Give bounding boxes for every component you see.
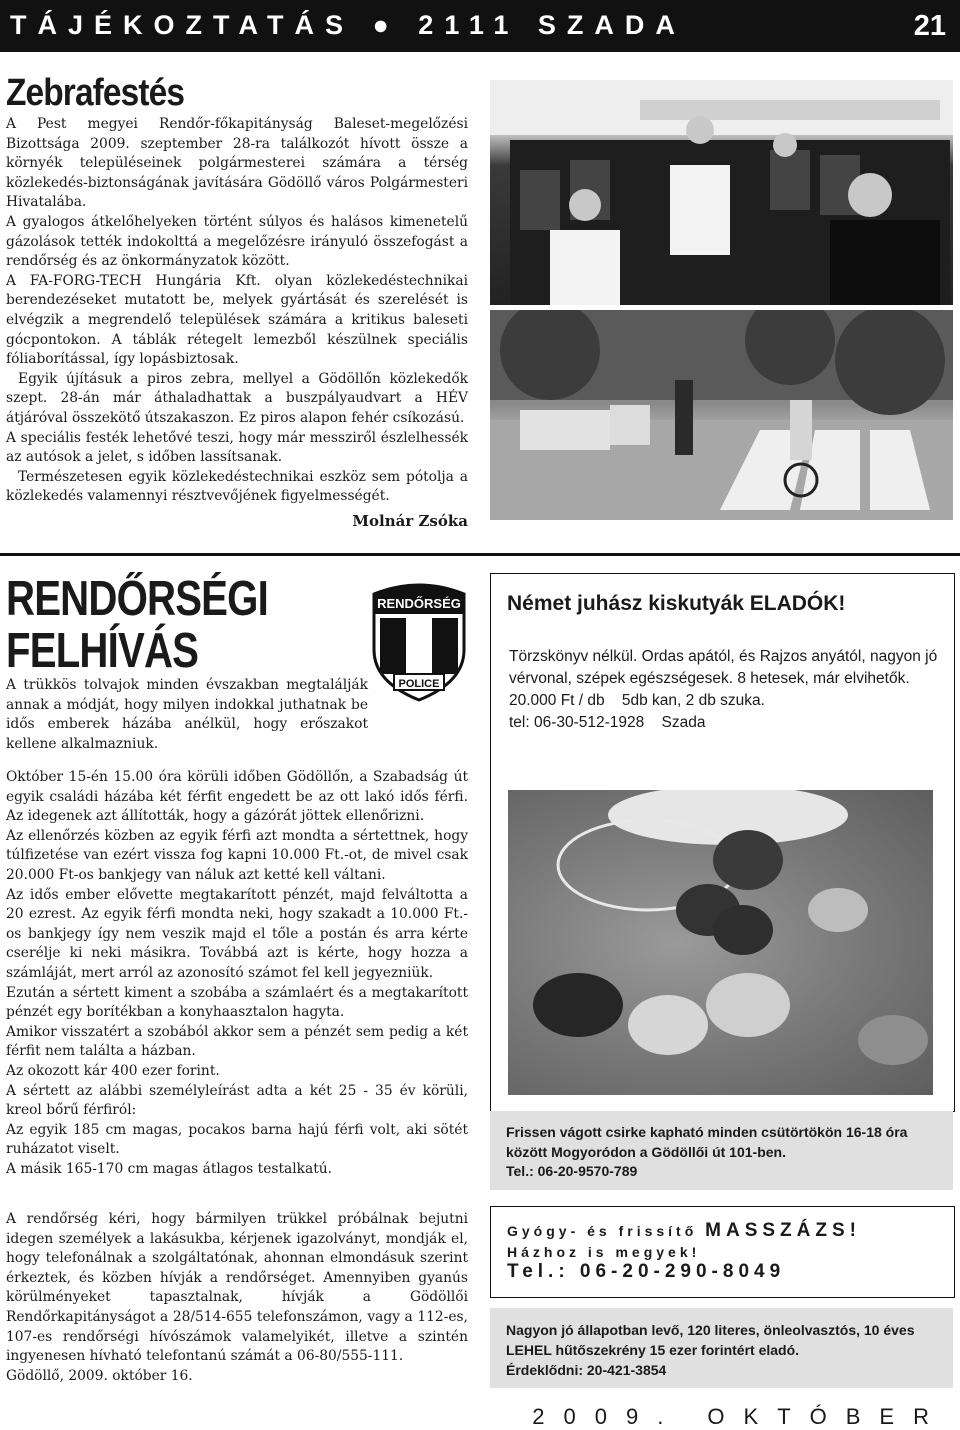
zebra-paragraph: Egyik újításuk a piros zebra, mellyel a Gödöllőn közlekedők szept. 28-án már áthaladhattak a buszpályaudvart a HÉV átjáróval összekötő útszakaszon. Ez piros alapon fehér csíkozású.: [6, 370, 468, 426]
header-title: TÁJÉKOZTATÁS ● 2111 SZADA: [10, 10, 686, 40]
police-notice-body: [6, 768, 468, 1179]
puppies-illustration: [508, 790, 933, 1095]
police-paragraph: Ezután a sértett kiment a szobába a számlaért és a megtakarított pénzét egy borítékban a konyhaasztalon hagyta.: [6, 984, 468, 1021]
chicken-ad-line: Frissen vágott csirke kapható minden csütörtökön 16-18 óra között Mogyoródon a Gödöllői út 101-ben.: [506, 1124, 908, 1160]
massage-ad-line1: [507, 1220, 861, 1242]
puppies-photo: [508, 790, 933, 1095]
zebra-author-signature: Molnár Zsóka: [352, 512, 468, 530]
police-title-line: FELHÍVÁS: [6, 624, 199, 678]
chicken-sale-ad: [490, 1111, 953, 1190]
meeting-photo: [490, 80, 953, 305]
police-intro: A trükkös tolvajok minden évszakban megtalálják annak a módját, hogy milyen indokkal juthatnak be idős emberek házába anélkül, hogy erőszakot kellene alkalmazniuk.: [6, 677, 368, 752]
fridge-ad-phone: Érdeklődni: 20-421-3854: [506, 1362, 667, 1378]
zebra-paragraph: A FA-FORG-TECH Hungária Kft. olyan közlekedéstechnikai berendezéseket mutatott be, melyek gyártását és szerelését is elvégzik a megrendelő települések számára a kritikus baleseti gócpontokon. A táblák rétegelt lemezből készülnek speciális fóliaborítással, így lopásbiztosak.: [6, 272, 468, 368]
fridge-ad-text: [506, 1320, 936, 1380]
chicken-ad-text: [506, 1123, 936, 1182]
zebra-paragraph: A gyalogos átkelőhelyeken történt súlyos és halásos kimenetelű gázolások tették indokolttá a megelőzésre irányuló összefogást a rendőrség és az önkormányzatok között.: [6, 213, 468, 270]
puppy-ad-heading: Német juhász kiskutyák ELADÓK!: [507, 592, 846, 615]
massage-ad-line2: Házhoz is megyek!: [507, 1244, 701, 1260]
police-paragraph: A rendőrség kéri, hogy bármilyen trükkel próbálnak bejutni idegen személyek a lakásukba, kérjenek igazolványt, mondják el, hogy telefonálnak a szolgáltatónak, ahonnan elmondásuk szerint érkeztek, és közben hívják a rendőrséget. Amennyiben gyanús körülményeket tapasztalnak, hívják a Gödöllői Rendőrkapitányságot a 28/514-655 telefonszámon, vagy a 112-es, 107-es rendőrségi hívószámok valamelyikét, illetve a szintén ingyenesen hívható telefontanú számát a 06-80/555-111.: [6, 1211, 468, 1365]
police-paragraph: Október 15-én 15.00 óra körüli időben Gödöllőn, a Szabadság út egyik családi házába két férfit engedett be az ott lakó idős férfi. Az idegenek azt állították, hogy a gázórát jöttek ellenőrizni.: [6, 769, 468, 825]
puppy-ad-price: 20.000 Ft / db 5db kan, 2 db szuka.: [509, 692, 765, 709]
fridge-sale-ad: [490, 1308, 953, 1388]
massage-ad-strong: MASSZÁZS!: [705, 1220, 861, 1241]
massage-ad: [490, 1206, 955, 1298]
puppy-ad-line: Törzskönyv nélkül. Ordas apától, és Rajzos anyától, nagyon jó vérvonal, szépek egészségesek. 8 hetesek, már elvihetők.: [509, 648, 938, 687]
police-paragraph: Az egyik 185 cm magas, pocakos barna hajú férfi volt, aki sötét ruházatot viselt.: [6, 1121, 468, 1158]
police-date-line: Gödöllő, 2009. október 16.: [6, 1367, 193, 1384]
zebra-paragraph: A Pest megyei Rendőr-főkapitányság Baleset-megelőzési Bizottsága 2009. szeptember 28-ra találkozót hívott össze a környék településeinek polgármesterei számára a térség közlekedés-biztonságának javítására Gödöllő város Polgármesteri Hivatalába.: [6, 116, 468, 211]
zebra-crossing-photo: [490, 310, 953, 520]
badge-bottom-text: POLICE: [398, 678, 440, 690]
police-badge-logo: [366, 580, 472, 702]
zebra-paragraph: A speciális festék lehetővé teszi, hogy már messziről észlelhessék az autósok a jelet, s időben lassítsanak.: [6, 429, 468, 466]
police-paragraph: Az idős ember elővette megtakarított pénzét, majd felváltotta a 20 ezrest. Az egyik férfi mondta neki, hogy szakadt a 10.000 Ft.-os bankjegy így nem veszik majd el tőle a postán és arra kérte cserélje ki neki másikra. Továbbá azt is kérte, hogy hozza a számláját, mert arról az azonosító számot fel kell jegyezniük.: [6, 886, 468, 981]
badge-top-text: RENDŐRSÉG: [377, 596, 461, 611]
footer-issue-date: 2009. OKTÓBER: [532, 1404, 948, 1429]
zebra-article-title: Zebrafestés: [6, 72, 185, 114]
page-number: 21: [913, 10, 946, 42]
police-paragraph: A sértett az alábbi személyleírást adta a két 25 - 35 év körüli, kreol bőrű férfiról:: [6, 1082, 468, 1119]
police-paragraph: Az ellenőrzés közben az egyik férfi azt mondta a sértettnek, hogy túlfizetése van ezért vissza fog kapni 10.000 Ft.-ot, de mivel csak 20.000 Ft-os bankjegy van náluk azt ketté kell váltani.: [6, 827, 468, 883]
police-paragraph: Az okozott kár 400 ezer forint.: [6, 1062, 220, 1079]
police-notice-title: [6, 573, 268, 677]
police-paragraph: Amikor visszatért a szobából akkor sem a pénzét sem pedig a két férfit nem találta a házban.: [6, 1023, 468, 1060]
zebra-crossing-illustration: [490, 310, 953, 520]
police-notice-request: [6, 1210, 468, 1386]
zebra-article-body: [6, 115, 468, 507]
meeting-photo-illustration: [490, 80, 953, 305]
page-header: [0, 0, 960, 52]
puppy-ad-body: [509, 646, 939, 734]
zebra-paragraph: Természetesen egyik közlekedéstechnikai eszköz sem pótolja a közlekedés valamennyi résztvevőjének figyelmességét.: [6, 468, 468, 505]
massage-ad-prefix: Gyógy- és frissítő: [507, 1223, 698, 1239]
massage-ad-phone: Tel.: 06-20-290-8049: [507, 1261, 786, 1282]
police-paragraph: A másik 165-170 cm magas átlagos testalkatú.: [6, 1160, 333, 1177]
police-title-line: RENDŐRSÉGI: [6, 572, 268, 626]
fridge-ad-line: Nagyon jó állapotban levő, 120 literes, önleolvasztós, 10 éves LEHEL hűtőszekrény 15 ezer forintért eladó.: [506, 1322, 915, 1358]
puppy-ad-phone: tel: 06-30-512-1928 Szada: [509, 714, 706, 731]
chicken-ad-phone: Tel.: 06-20-9570-789: [506, 1163, 638, 1180]
section-divider: [0, 553, 960, 556]
